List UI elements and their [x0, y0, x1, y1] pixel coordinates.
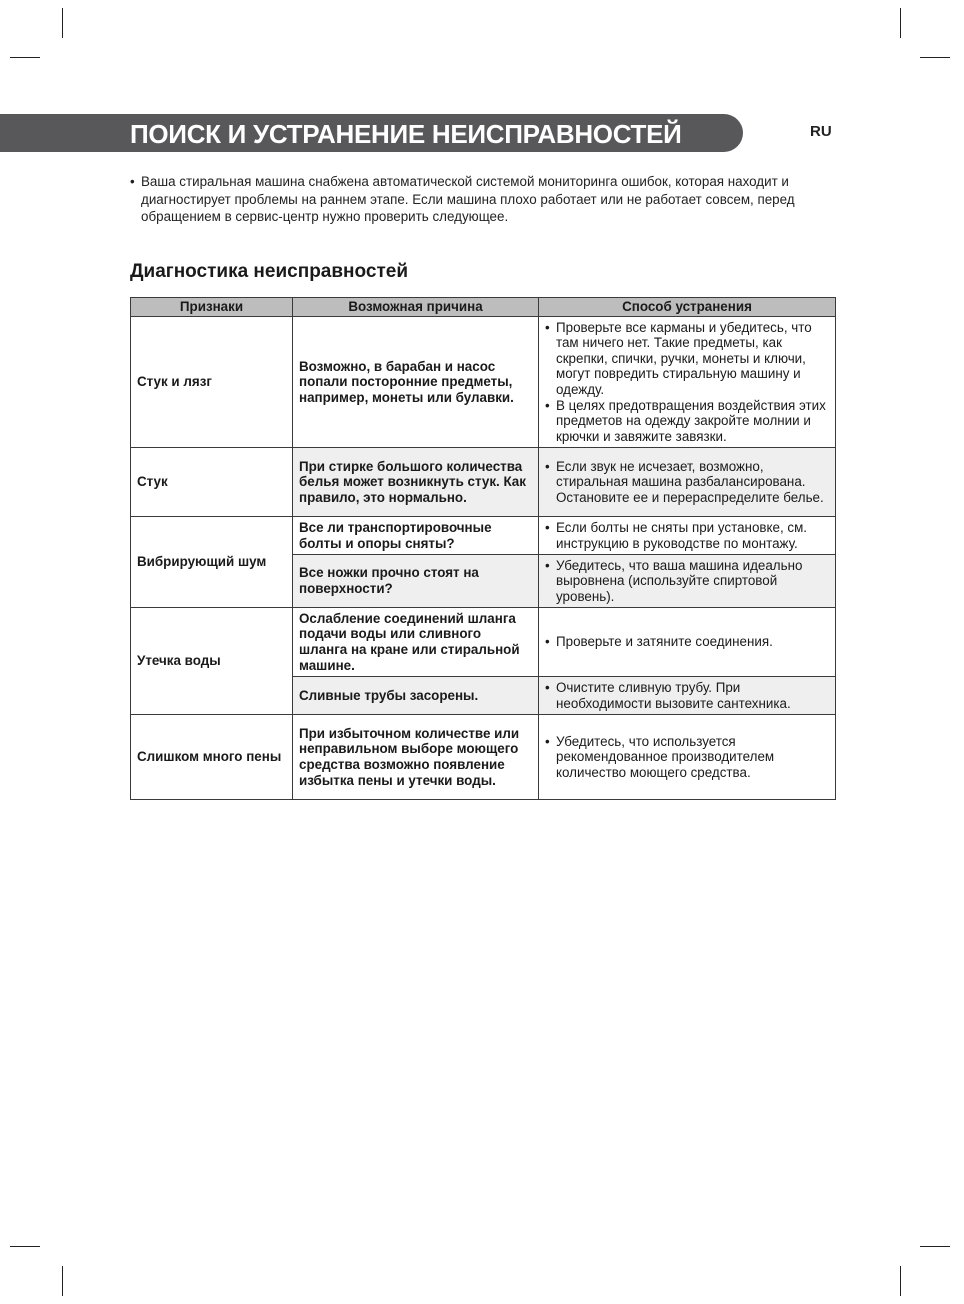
language-label: RU	[810, 123, 832, 140]
symptom-cell: Утечка воды	[131, 608, 293, 715]
solution-cell	[539, 448, 836, 517]
table-row	[131, 448, 836, 517]
cause-cell: Ослабление соединений шланга подачи воды или сливного шланга на кране или стиральной машине.	[293, 608, 539, 677]
solution-item: • Если болты не сняты при установке, см. инструкцию в руководстве по монтажу.	[545, 520, 829, 551]
solution-cell	[539, 608, 836, 677]
crop-mark	[62, 1266, 63, 1296]
solution-item: • Если звук не исчезает, возможно, стиральная машина разбалансирована. Остановите ее и перераспределите белье.	[545, 459, 829, 506]
crop-mark	[900, 8, 901, 38]
solution-item: • Проверьте все карманы и убедитесь, что там ничего нет. Такие предметы, как скрепки, спички, ручки, монеты и ключи, могут повредить стиральную машину и одежду.	[545, 320, 829, 398]
crop-mark	[900, 1266, 901, 1296]
table-row	[131, 715, 836, 800]
cause-cell: Все ли транспортировочные болты и опоры сняты?	[293, 517, 539, 555]
symptom-cell: Стук	[131, 448, 293, 517]
solution-item: • Очистите сливную трубу. При необходимости вызовите сантехника.	[545, 680, 829, 711]
solution-item: • Убедитесь, что используется рекомендованное производителем количество моющего средства.	[545, 734, 829, 781]
crop-mark	[10, 57, 40, 58]
section-title: Диагностика неисправностей	[130, 261, 409, 282]
cause-cell: При стирке большого количества белья может возникнуть стук. Как правило, это нормально.	[293, 448, 539, 517]
solution-cell	[539, 715, 836, 800]
crop-mark	[920, 1246, 950, 1247]
bullet-icon: •	[130, 174, 135, 189]
solution-item: • Убедитесь, что ваша машина идеально выровнена (используйте спиртовой уровень).	[545, 558, 829, 605]
column-header: Признаки	[131, 298, 293, 317]
symptom-cell: Слишком много пены	[131, 715, 293, 800]
symptom-cell: Стук и лязг	[131, 317, 293, 448]
column-header: Способ устранения	[539, 298, 836, 317]
crop-mark	[920, 57, 950, 58]
cause-cell: Все ножки прочно стоят на поверхности?	[293, 555, 539, 608]
symptom-cell: Вибрирующий шум	[131, 517, 293, 608]
intro-paragraph	[130, 173, 835, 226]
solution-cell	[539, 555, 836, 608]
crop-mark	[10, 1246, 40, 1247]
cause-cell: Сливные трубы засорены.	[293, 677, 539, 715]
table-header-row	[131, 298, 836, 317]
solution-cell	[539, 317, 836, 448]
crop-mark	[62, 8, 63, 38]
solution-item: • В целях предотвращения воздействия этих предметов на одежду закройте молнии и крючки и завяжите завязки.	[545, 398, 829, 445]
cause-cell: Возможно, в барабан и насос попали посторонние предметы, например, монеты или булавки.	[293, 317, 539, 448]
solution-cell	[539, 677, 836, 715]
troubleshooting-table	[130, 297, 836, 800]
table-row	[131, 317, 836, 448]
table-row	[131, 517, 836, 555]
table-row	[131, 608, 836, 677]
title-banner	[0, 114, 743, 152]
solution-item: • Проверьте и затяните соединения.	[545, 634, 829, 650]
intro-text: Ваша стиральная машина снабжена автоматической системой мониторинга ошибок, которая находит и диагностирует проблемы на раннем этапе. Если машина плохо работает или не работает совсем, перед обращением в сервис-центр нужно проверить следующее.	[141, 174, 795, 224]
solution-cell	[539, 517, 836, 555]
cause-cell: При избыточном количестве или неправильном выборе моющего средства возможно появление избытка пены и утечки воды.	[293, 715, 539, 800]
page-title: ПОИСК И УСТРАНЕНИЕ НЕИСПРАВНОСТЕЙ	[130, 119, 682, 149]
column-header: Возможная причина	[293, 298, 539, 317]
